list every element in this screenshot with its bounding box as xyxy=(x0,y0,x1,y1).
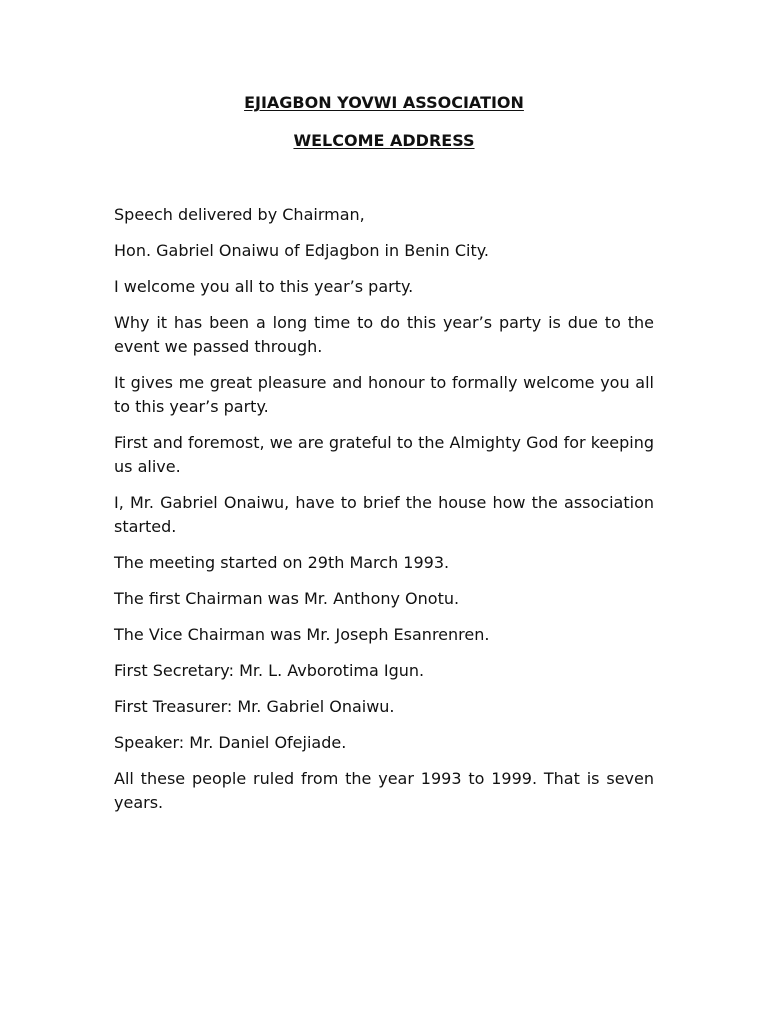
paragraph: The Vice Chairman was Mr. Joseph Esanrenren. xyxy=(114,625,490,644)
paragraph: Speaker: Mr. Daniel Ofejiade. xyxy=(114,733,347,752)
paragraph: First Secretary: Mr. L. Avborotima Igun. xyxy=(114,661,425,680)
paragraph: First Treasurer: Mr. Gabriel Onaiwu. xyxy=(114,697,395,716)
paragraph: The meeting started on 29th March 1993. xyxy=(114,553,450,572)
document-title: EJIAGBON YOVWI ASSOCIATION xyxy=(244,93,524,112)
paragraph: The first Chairman was Mr. Anthony Onotu. xyxy=(114,589,460,608)
paragraph: All these people ruled from the year 1993 to 1999. That is seven years. xyxy=(114,769,654,812)
paragraph: It gives me great pleasure and honour to formally welcome you all to this year’s party. xyxy=(114,373,654,416)
paragraph: First and foremost, we are grateful to the Almighty God for keeping us alive. xyxy=(114,433,654,476)
paragraph: Hon. Gabriel Onaiwu of Edjagbon in Benin City. xyxy=(114,241,490,260)
paragraph: I, Mr. Gabriel Onaiwu, have to brief the house how the association started. xyxy=(114,493,654,536)
paragraph: I welcome you all to this year’s party. xyxy=(114,277,414,296)
paragraph: Why it has been a long time to do this year’s party is due to the event we passed through. xyxy=(114,313,654,356)
paragraph: Speech delivered by Chairman, xyxy=(114,205,365,224)
document-body xyxy=(114,203,654,827)
document-subtitle: WELCOME ADDRESS xyxy=(293,131,475,150)
